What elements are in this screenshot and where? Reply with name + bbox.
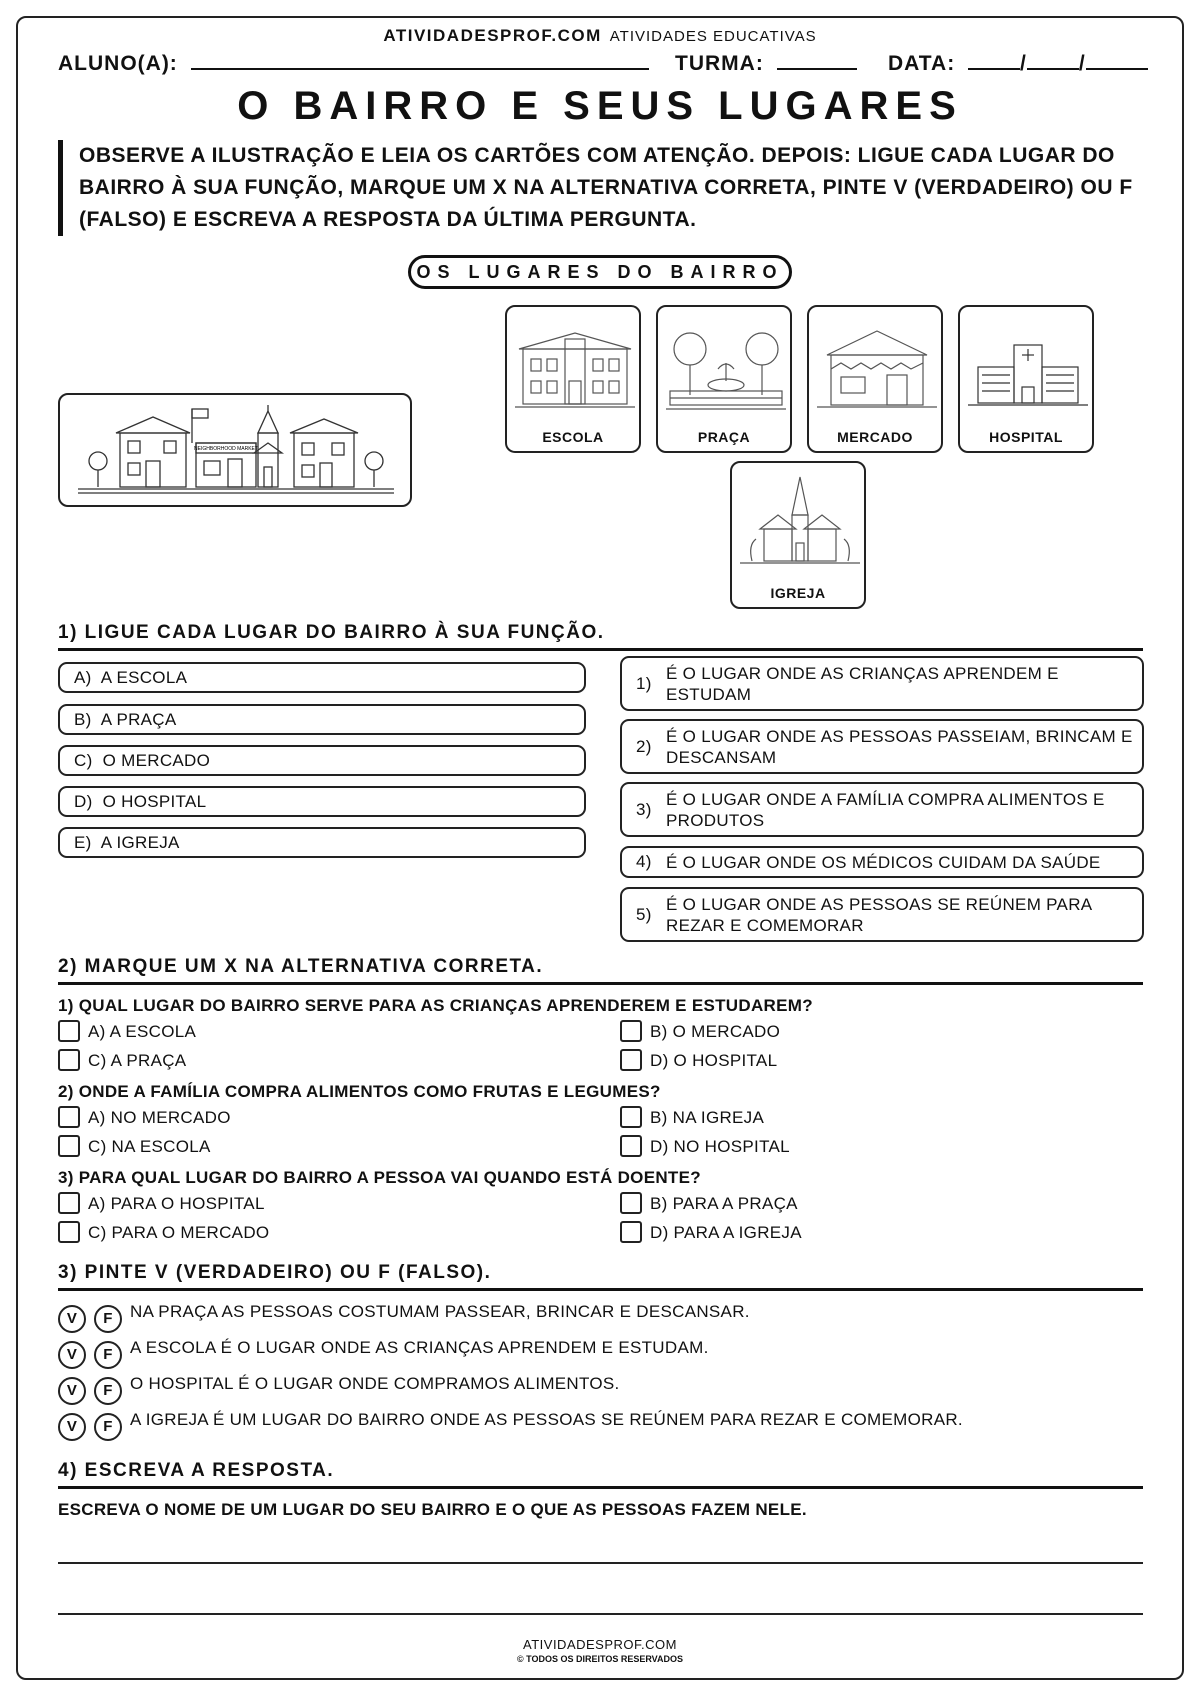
option-2a[interactable]: [58, 1106, 231, 1128]
v-circle[interactable]: V: [58, 1341, 86, 1369]
match-number: 2): [636, 736, 652, 756]
place-card-hospital: [958, 305, 1094, 453]
match-number: 4): [636, 852, 652, 871]
checkbox[interactable]: [58, 1106, 80, 1128]
match-place: A ESCOLA: [100, 668, 188, 687]
date-day-line[interactable]: [968, 50, 1020, 70]
v-circle[interactable]: V: [58, 1377, 86, 1405]
v-circle[interactable]: V: [58, 1305, 86, 1333]
aluno-line[interactable]: [191, 50, 649, 70]
match-right-1[interactable]: [620, 656, 1144, 711]
place-label-praca: PRAÇA: [697, 429, 751, 445]
checkbox[interactable]: [58, 1192, 80, 1214]
turma-label: TURMA:: [675, 52, 764, 75]
date-year-line[interactable]: [1086, 50, 1148, 70]
option-label: A) NO MERCADO: [88, 1108, 231, 1127]
f-circle[interactable]: F: [94, 1413, 122, 1441]
match-function: É O LUGAR ONDE AS PESSOAS PASSEIAM, BRINCAM E DESCANSAM: [666, 726, 1133, 767]
page-title: O BAIRRO E SEUS LUGARES: [237, 84, 963, 128]
match-number: 3): [636, 799, 652, 819]
option-1d[interactable]: [620, 1049, 777, 1071]
option-3b[interactable]: [620, 1192, 798, 1214]
instructions: OBSERVE A ILUSTRAÇÃO E LEIA OS CARTÕES COM ATENÇÃO. DEPOIS: LIGUE CADA LUGAR DO BAIRRO À SUA FUNÇÃO, MARQUE UM X NA ALTERNATIVA CORRETA, PINTE V (VERDADEIRO) OU F (FALSO) E ESCREVA A RESPOSTA DA ÚLTIMA PERGUNTA.: [58, 140, 1159, 236]
checkbox[interactable]: [620, 1192, 642, 1214]
match-place: A PRAÇA: [100, 710, 177, 729]
turma-line[interactable]: [777, 50, 857, 70]
site-subtitle: ATIVIDADES EDUCATIVAS: [609, 28, 817, 45]
match-right-2[interactable]: [620, 719, 1144, 774]
data-label: DATA:: [888, 52, 956, 75]
option-label: B) NA IGREJA: [650, 1108, 765, 1127]
checkbox[interactable]: [620, 1106, 642, 1128]
match-place: O HOSPITAL: [102, 792, 207, 811]
section4-title: 4) ESCREVA A RESPOSTA.: [58, 1460, 1143, 1489]
match-left-d[interactable]: [58, 786, 586, 817]
checkbox[interactable]: [620, 1020, 642, 1042]
hospital-icon: [968, 319, 1088, 419]
section4-prompt: ESCREVA O NOME DE UM LUGAR DO SEU BAIRRO E O QUE AS PESSOAS FAZEM NELE.: [58, 1500, 807, 1519]
option-label: D) PARA A IGREJA: [650, 1223, 802, 1242]
match-left-a[interactable]: [58, 662, 586, 693]
match-letter: A): [74, 668, 92, 687]
f-circle[interactable]: F: [94, 1377, 122, 1405]
school-icon: [515, 319, 635, 419]
match-left-e[interactable]: [58, 827, 586, 858]
statement-text: A ESCOLA É O LUGAR ONDE AS CRIANÇAS APRENDEM E ESTUDAM.: [130, 1338, 709, 1357]
checkbox[interactable]: [620, 1135, 642, 1157]
option-3a[interactable]: [58, 1192, 265, 1214]
match-left-c[interactable]: [58, 745, 586, 776]
place-label-mercado: MERCADO: [837, 429, 913, 445]
checkbox[interactable]: [58, 1135, 80, 1157]
checkbox[interactable]: [58, 1049, 80, 1071]
match-letter: E): [74, 833, 92, 852]
footer-rights: © TODOS OS DIREITOS RESERVADOS: [517, 1654, 683, 1664]
option-label: D) NO HOSPITAL: [650, 1137, 790, 1156]
site-name: ATIVIDADESPROF.COM: [383, 26, 602, 45]
neighborhood-illustration: [58, 393, 412, 507]
class-field[interactable]: [675, 50, 857, 76]
place-card-mercado: [807, 305, 943, 453]
section3-title: 3) PINTE V (VERDADEIRO) OU F (FALSO).: [58, 1262, 1143, 1291]
footer-site: ATIVIDADESPROF.COM: [523, 1637, 677, 1652]
market-sign: NEIGHBORHOOD MARKET: [194, 446, 258, 452]
match-place: A IGREJA: [100, 833, 180, 852]
match-right-5[interactable]: [620, 887, 1144, 942]
option-label: B) PARA A PRAÇA: [650, 1194, 798, 1213]
match-number: 1): [636, 673, 652, 693]
section2-title: 2) MARQUE UM X NA ALTERNATIVA CORRETA.: [58, 956, 1143, 985]
place-card-praca: [656, 305, 792, 453]
match-right-3[interactable]: [620, 782, 1144, 837]
option-2c[interactable]: [58, 1135, 211, 1157]
place-card-igreja: [730, 461, 866, 609]
f-circle[interactable]: F: [94, 1305, 122, 1333]
option-label: C) NA ESCOLA: [88, 1137, 211, 1156]
section1-title: 1) LIGUE CADA LUGAR DO BAIRRO À SUA FUNÇÃO.: [58, 622, 1143, 651]
match-letter: C): [74, 751, 93, 770]
checkbox[interactable]: [620, 1221, 642, 1243]
option-label: B) O MERCADO: [650, 1022, 781, 1041]
place-label-escola: ESCOLA: [542, 429, 604, 445]
match-function: É O LUGAR ONDE AS PESSOAS SE REÚNEM PARA REZAR E COMEMORAR: [666, 894, 1092, 935]
site-header: [0, 26, 1200, 46]
option-1a[interactable]: [58, 1020, 196, 1042]
neighborhood-drawing: [68, 403, 404, 499]
question-1: 1) QUAL LUGAR DO BAIRRO SERVE PARA AS CRIANÇAS APRENDEREM E ESTUDAREM?: [58, 996, 813, 1015]
date-field[interactable]: [888, 50, 1148, 76]
match-number: 5): [636, 904, 652, 924]
match-left-b[interactable]: [58, 704, 586, 735]
vf-statement-2: [58, 1338, 709, 1369]
aluno-label: ALUNO(A):: [58, 52, 178, 75]
vf-statement-1: [58, 1302, 750, 1333]
places-title: OS LUGARES DO BAIRRO: [408, 255, 792, 289]
option-label: A) A ESCOLA: [88, 1022, 197, 1041]
option-label: C) PARA O MERCADO: [88, 1223, 270, 1242]
vf-statement-3: [58, 1374, 620, 1405]
answer-line-1[interactable]: [58, 1562, 1143, 1564]
date-sep: /: [1020, 52, 1027, 75]
match-right-4[interactable]: [620, 846, 1144, 878]
answer-line-2[interactable]: [58, 1613, 1143, 1615]
option-2d[interactable]: [620, 1135, 790, 1157]
match-function: É O LUGAR ONDE A FAMÍLIA COMPRA ALIMENTOS E PRODUTOS: [666, 789, 1105, 830]
statement-text: A IGREJA É UM LUGAR DO BAIRRO ONDE AS PESSOAS SE REÚNEM PARA REZAR E COMEMORAR.: [130, 1410, 963, 1429]
place-label-hospital: HOSPITAL: [989, 429, 1063, 445]
checkbox[interactable]: [58, 1020, 80, 1042]
option-1c[interactable]: [58, 1049, 186, 1071]
option-3c[interactable]: [58, 1221, 269, 1243]
option-2b[interactable]: [620, 1106, 764, 1128]
match-place: O MERCADO: [102, 751, 211, 770]
question-2: 2) ONDE A FAMÍLIA COMPRA ALIMENTOS COMO FRUTAS E LEGUMES?: [58, 1082, 661, 1101]
f-circle[interactable]: F: [94, 1341, 122, 1369]
place-card-escola: [505, 305, 641, 453]
option-3d[interactable]: [620, 1221, 802, 1243]
match-letter: B): [74, 710, 92, 729]
match-letter: D): [74, 792, 93, 811]
church-icon: [740, 475, 860, 575]
v-circle[interactable]: V: [58, 1413, 86, 1441]
square-icon: [666, 319, 786, 419]
date-sep: /: [1078, 52, 1086, 75]
date-month-line[interactable]: [1027, 50, 1079, 70]
match-function: É O LUGAR ONDE AS CRIANÇAS APRENDEM E ESTUDAM: [666, 663, 1059, 704]
vf-statement-4: [58, 1410, 963, 1441]
option-1b[interactable]: [620, 1020, 780, 1042]
option-label: C) A PRAÇA: [88, 1051, 187, 1070]
place-label-igreja: IGREJA: [770, 585, 826, 601]
option-label: D) O HOSPITAL: [650, 1051, 778, 1070]
option-label: A) PARA O HOSPITAL: [88, 1194, 265, 1213]
student-name-field[interactable]: [58, 50, 649, 76]
checkbox[interactable]: [620, 1049, 642, 1071]
market-icon: [817, 319, 937, 419]
statement-text: NA PRAÇA AS PESSOAS COSTUMAM PASSEAR, BRINCAR E DESCANSAR.: [130, 1302, 750, 1321]
checkbox[interactable]: [58, 1221, 80, 1243]
question-3: 3) PARA QUAL LUGAR DO BAIRRO A PESSOA VAI QUANDO ESTÁ DOENTE?: [58, 1168, 701, 1187]
match-function: É O LUGAR ONDE OS MÉDICOS CUIDAM DA SAÚDE: [666, 852, 1101, 872]
statement-text: O HOSPITAL É O LUGAR ONDE COMPRAMOS ALIMENTOS.: [130, 1374, 620, 1393]
